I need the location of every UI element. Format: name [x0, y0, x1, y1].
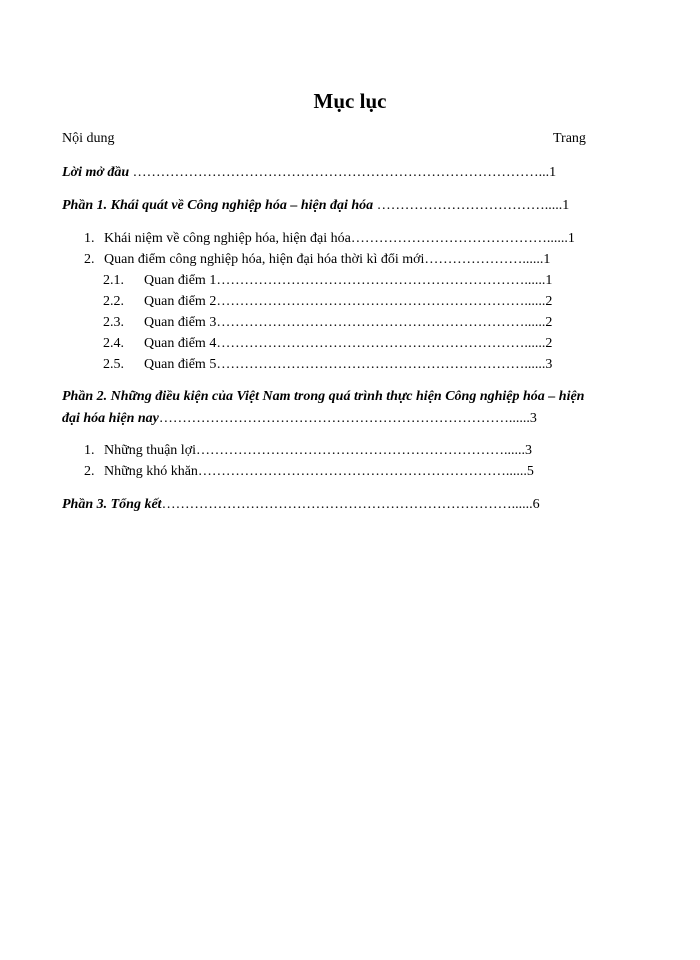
toc-entry-leader: …………………………………………………………......	[195, 443, 525, 458]
toc-header-content: Nội dung	[62, 131, 115, 146]
toc-entry-part-2-cont[interactable]	[62, 410, 537, 428]
toc-entry-number: 2.5.	[103, 357, 124, 372]
toc-entry-page: 3	[524, 443, 532, 458]
toc-entry-text: Lời mở đầu	[62, 165, 130, 180]
toc-entry-intro[interactable]	[62, 164, 556, 182]
toc-entry-number: 2.1.	[103, 273, 124, 288]
toc-entry-number: 2.4.	[103, 336, 124, 351]
toc-entry-page: 3	[545, 357, 553, 372]
toc-title: Mục lục	[313, 89, 387, 113]
toc-entry-text: Phần 2. Những điều kiện của Việt Nam trong quá trình thực hiện Công nghiệp hóa – hiện	[62, 389, 585, 404]
toc-entry-2-5[interactable]	[103, 356, 552, 374]
toc-entry-text: Phần 3. Tổng kết	[62, 497, 162, 512]
toc-entry-leader: …………………………………………………………......	[197, 464, 527, 479]
toc-entry-2-advantages[interactable]	[84, 442, 532, 460]
toc-entry-leader: ……………………………………………………………………………...	[129, 165, 550, 180]
toc-entry-text: Khái niệm về công nghiệp hóa, hiện đại hóa	[104, 231, 351, 246]
toc-entry-part-2[interactable]	[62, 388, 584, 406]
toc-entry-text: Những khó khăn	[104, 464, 198, 479]
toc-entry-leader: …………………………………………………………………......	[158, 411, 530, 426]
toc-entry-text: Những thuận lợi	[104, 443, 196, 458]
toc-entry-leader: ……………………………………......	[350, 231, 568, 246]
toc-entry-leader: …………………………………………………………......	[216, 357, 546, 372]
toc-entry-page: 2	[545, 294, 553, 309]
toc-entry-page: 2	[545, 336, 553, 351]
toc-entry-leader: …………………………………………………………......	[216, 273, 546, 288]
toc-entry-text: Phần 1. Khái quát về Công nghiệp hóa – hiện đại hóa	[62, 198, 374, 213]
toc-entry-text: Quan điểm 3	[144, 315, 217, 330]
toc-entry-page: 1	[562, 198, 570, 213]
toc-header-page: Trang	[553, 131, 586, 146]
toc-entry-text: Quan điểm 5	[144, 357, 217, 372]
toc-entry-2-difficulties[interactable]	[84, 463, 534, 481]
toc-entry-number: 2.2.	[103, 294, 124, 309]
toc-entry-number: 1.	[84, 231, 95, 246]
toc-entry-2-3[interactable]	[103, 314, 552, 332]
toc-entry-text: Quan điểm 1	[144, 273, 217, 288]
toc-entry-number: 1.	[84, 443, 95, 458]
toc-entry-1-1[interactable]	[84, 230, 575, 248]
toc-entry-number: 2.	[84, 464, 95, 479]
toc-entry-leader: ……………………………….....	[373, 198, 563, 213]
toc-entry-2-2[interactable]	[103, 293, 552, 311]
toc-entry-page: 1	[543, 252, 551, 267]
toc-entry-1-2[interactable]	[84, 251, 550, 269]
toc-entry-part-3[interactable]	[62, 496, 540, 514]
toc-entry-number: 2.	[84, 252, 95, 267]
toc-entry-page: 3	[529, 411, 537, 426]
toc-entry-text: Quan điểm công nghiệp hóa, hiện đại hóa thời kì đổi mới	[104, 252, 425, 267]
toc-entry-2-1[interactable]	[103, 272, 552, 290]
toc-entry-text: Quan điểm 4	[144, 336, 217, 351]
toc-entry-leader: …………………………………………………………......	[216, 294, 546, 309]
toc-entry-page: 5	[526, 464, 534, 479]
toc-entry-leader: …………………………………………………………......	[216, 315, 546, 330]
toc-entry-number: 2.3.	[103, 315, 124, 330]
toc-entry-page: 2	[545, 315, 553, 330]
toc-entry-text: Quan điểm 2	[144, 294, 217, 309]
toc-entry-text: đại hóa hiện nay	[62, 411, 159, 426]
toc-entry-page: 6	[532, 497, 540, 512]
toc-entry-leader: …………………......	[424, 252, 544, 267]
toc-entry-page: 1	[549, 165, 557, 180]
toc-entry-leader: …………………………………………………………………......	[161, 497, 533, 512]
toc-entry-2-4[interactable]	[103, 335, 552, 353]
toc-entry-page: 1	[567, 231, 575, 246]
toc-entry-leader: …………………………………………………………......	[216, 336, 546, 351]
toc-entry-part-1[interactable]	[62, 197, 569, 215]
toc-entry-page: 1	[545, 273, 553, 288]
